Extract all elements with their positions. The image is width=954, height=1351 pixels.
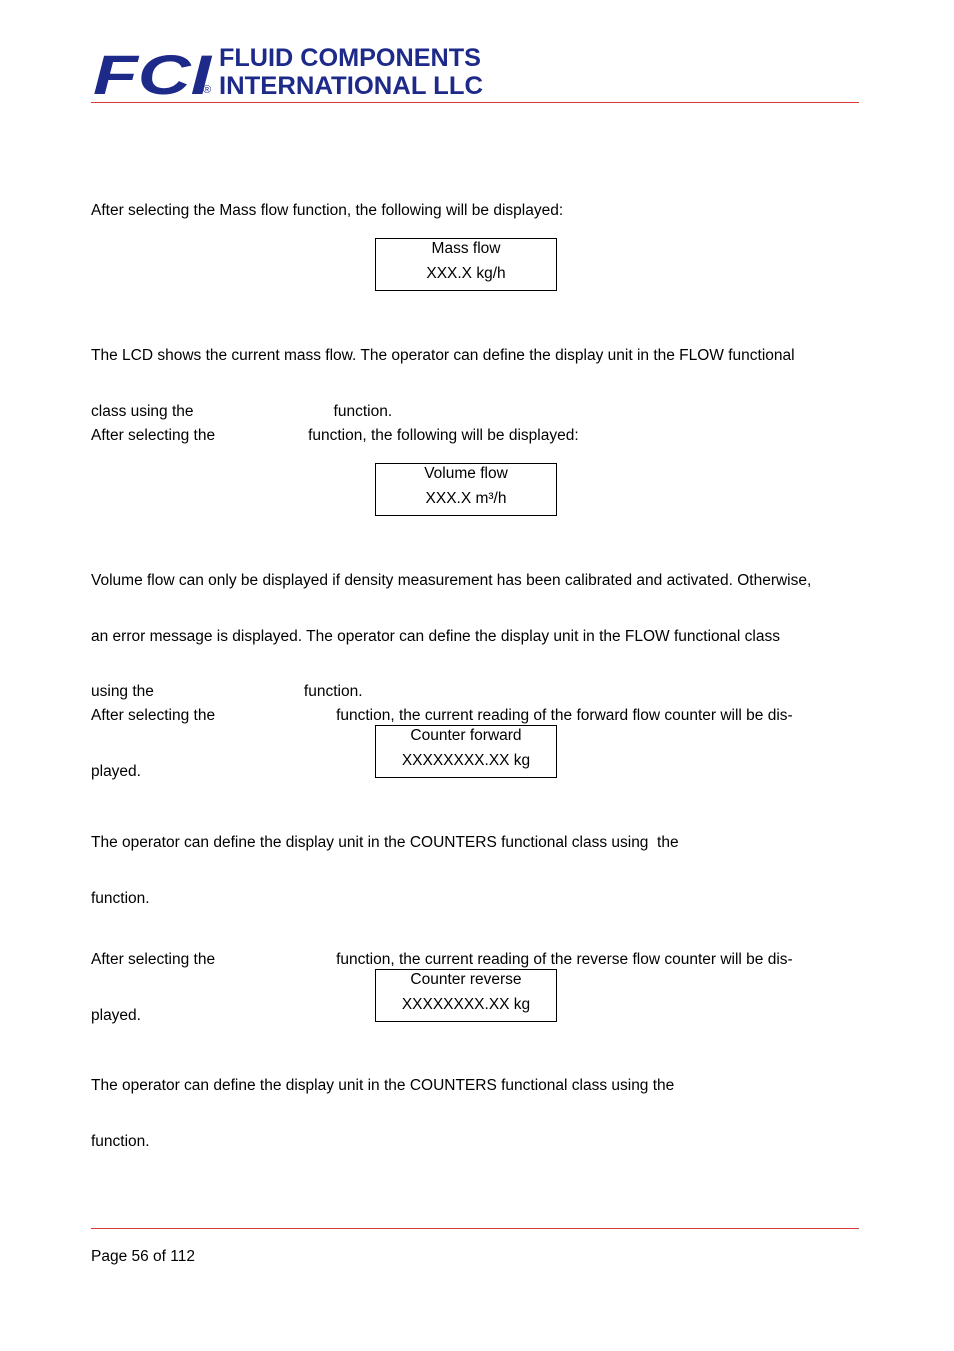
lcd-line2: XXXXXXXX.XX kg bbox=[401, 752, 531, 769]
text-fragment: class using the bbox=[91, 402, 194, 420]
logo-mark: FCI bbox=[93, 44, 213, 96]
fci-logo-graphic bbox=[91, 44, 486, 96]
lcd-line1: Counter forward bbox=[410, 727, 522, 744]
company-name-line2: INTERNATIONAL LLC bbox=[219, 72, 483, 96]
page-number: Page 56 of 112 bbox=[91, 1248, 195, 1265]
text-fragment: function. bbox=[303, 683, 363, 700]
text-line: The LCD shows the current mass flow. The operator can define the display unit in the FLOW functional bbox=[91, 347, 795, 364]
lcd-display-counter-reverse bbox=[375, 969, 557, 1022]
text-fragment: After selecting the bbox=[91, 707, 216, 724]
text-line: The operator can define the display unit in the COUNTERS functional class using the bbox=[91, 1077, 675, 1094]
mass-flow-description bbox=[91, 310, 851, 440]
text-fragment: function, the current reading of the forward flow counter will be dis- bbox=[336, 707, 793, 724]
text-fragment: using the bbox=[91, 683, 154, 700]
company-logo bbox=[91, 44, 486, 96]
text-line: an error message is displayed. The operator can define the display unit in the FLOW functional class bbox=[91, 627, 780, 645]
text-line bbox=[91, 951, 851, 970]
lcd-line2: XXX.X m³/h bbox=[425, 490, 507, 507]
lcd-line1: Counter reverse bbox=[410, 971, 522, 988]
registered-mark: ® bbox=[203, 84, 212, 96]
counter-forward-description bbox=[91, 797, 851, 927]
text-line bbox=[91, 403, 851, 422]
lcd-display-volume-flow bbox=[375, 463, 557, 516]
text-line: function. bbox=[91, 1132, 150, 1150]
text-fragment: After selecting the bbox=[91, 427, 216, 444]
text-fragment: function. bbox=[333, 402, 393, 420]
volume-flow-intro bbox=[91, 427, 851, 446]
text-fragment: function, the following will be displayed: bbox=[308, 427, 579, 444]
company-name-line1: FLUID COMPONENTS bbox=[219, 44, 481, 72]
text-line bbox=[91, 707, 851, 726]
lcd-line2: XXXXXXXX.XX kg bbox=[401, 996, 531, 1013]
text-line: played. bbox=[91, 762, 141, 780]
text-fragment: function, the current reading of the reverse flow counter will be dis- bbox=[336, 951, 793, 968]
text-line: played. bbox=[91, 1006, 141, 1024]
text-line: The operator can define the display unit in the COUNTERS functional class using the bbox=[91, 834, 679, 851]
lcd-line1: Mass flow bbox=[431, 240, 501, 257]
header-divider bbox=[91, 102, 859, 103]
lcd-display-mass-flow bbox=[375, 238, 557, 291]
footer-divider bbox=[91, 1228, 859, 1229]
mass-flow-intro: After selecting the Mass flow function, the following will be displayed: bbox=[91, 202, 564, 219]
lcd-line2: XXX.X kg/h bbox=[426, 265, 506, 282]
text-fragment: After selecting the bbox=[91, 951, 216, 968]
lcd-display-counter-forward bbox=[375, 725, 557, 778]
text-line: function. bbox=[91, 889, 150, 907]
lcd-line1: Volume flow bbox=[424, 465, 508, 482]
counter-reverse-description bbox=[91, 1040, 851, 1170]
text-line: Volume flow can only be displayed if density measurement has been calibrated and activated. Otherwise, bbox=[91, 572, 812, 589]
